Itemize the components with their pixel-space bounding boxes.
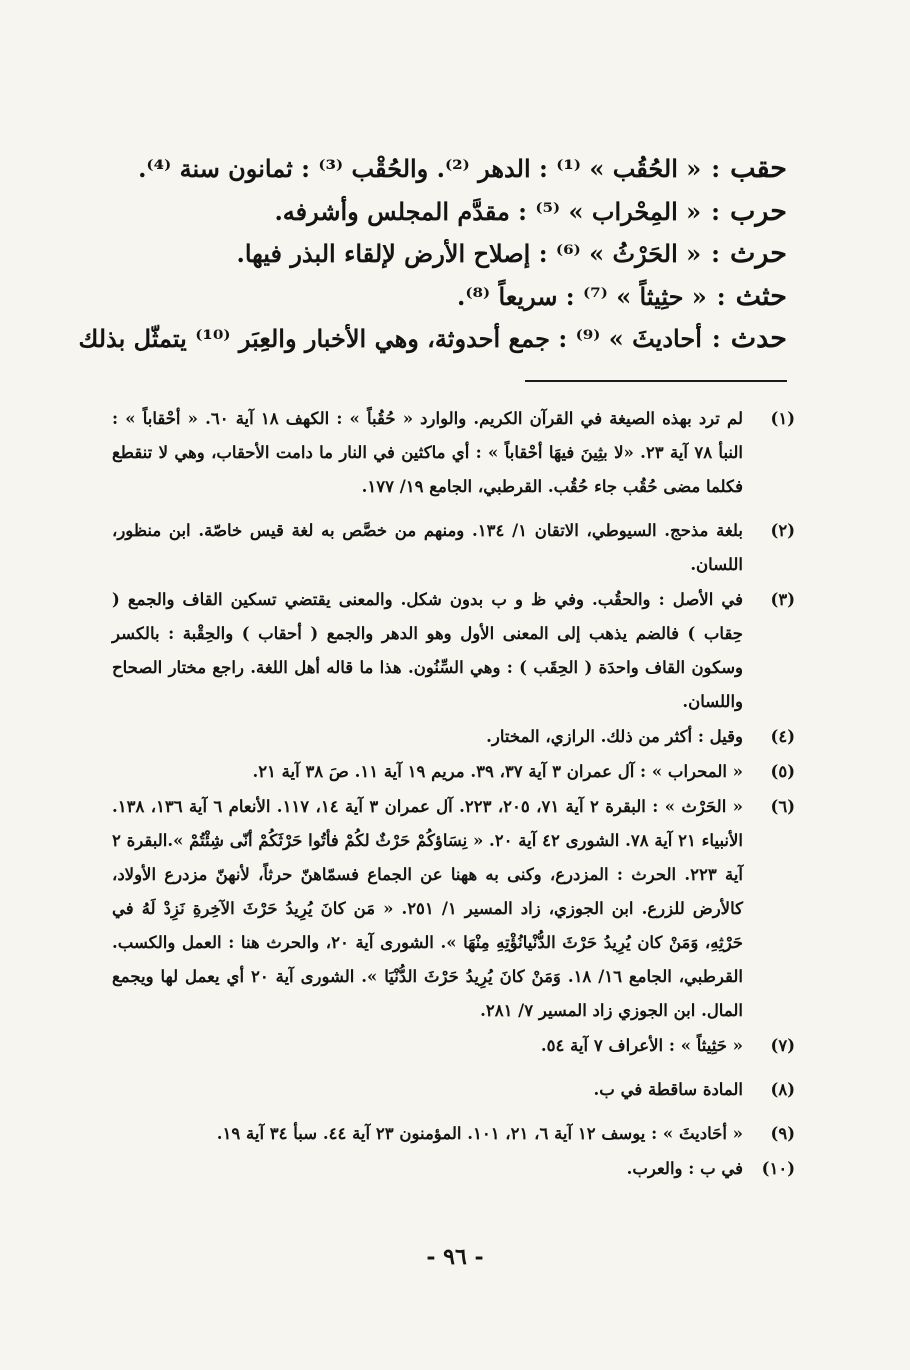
entry-haqab xyxy=(120,148,787,191)
footnote-text: لم ترد بهذه الصيغة في القرآن الكريم. والوارد « حُقُباً » : الكهف ١٨ آية ٦٠. « أحْقاباً » : النبأ ٧٨ آية ٢٣. «لا بثِينَ فيهَا أحْقاباً » : أي ماكثين في النار ما دامت الأحقاب، وهي لا تنقطع فكلما مضى حُقُب جاء حُقُب. القرطبي، الجامع ١٩/ ١٧٧. xyxy=(112,409,744,496)
footnote-text: « المحراب » : آل عمران ٣ آية ٣٧، ٣٩. مريم ١٩ آية ١١. صَ ٣٨ آية ٢١. xyxy=(252,762,743,781)
footnote-number: (٧) xyxy=(770,1036,795,1055)
entry-root: حثث xyxy=(735,280,787,312)
footnote-4 xyxy=(112,720,795,754)
footnote-text: بلغة مذحج. السيوطي، الاتقان ١/ ١٣٤. ومنهم من خصَّص به لغة قيس خاصّة. ابن منظور، اللسان. xyxy=(112,521,743,574)
entry-separator: : xyxy=(711,239,720,268)
entry-separator: : xyxy=(711,154,721,183)
footnote-number: (٨) xyxy=(770,1080,795,1099)
page-number: - ٩٦ - xyxy=(426,1244,484,1270)
footnote-6 xyxy=(112,790,795,1028)
footnote-number: (١) xyxy=(770,409,795,428)
footnote-number: (٦) xyxy=(770,797,795,816)
footnote-number: (١٠) xyxy=(761,1159,795,1178)
entry-definition: « حثِيثاً » ⁽⁷⁾ : سريعاً ⁽⁸⁾. xyxy=(456,281,707,311)
footnote-number: (٣) xyxy=(770,590,795,609)
entry-definition: « الحَرْثُ » ⁽⁶⁾ : إصلاح الأرض لإلقاء البذر فيها. xyxy=(236,239,702,268)
footnote-text: « الحَرْث » : البقرة ٢ آية ٧١، ٢٠٥، ٢٢٣. آل عمران ٣ آية ١٤، ١١٧. الأنعام ٦ آية ١٣٦، ١٣٨. الأنبياء ٢١ آية ٧٨. الشورى ٤٢ آية ٢٠. « نِسَاؤكُمْ حَرْثٌ لكُمْ فأتُوا حَرْثَكُمْ أنّى شِئْتُمْ ».البقرة ٢ آية ٢٢٣. الحرث : المزدرع، وكنى به ههنا عن الجماع فسمّاهنّ حرثاً، لأنهنّ مزدرع الأولاد، كالأرض للزرع. ابن الجوزي، زاد المسير ١/ ٢٥١. « مَن كانَ يُرِيدُ حَرْثَ الآخِرةِ نَزِدْ لَهُ في حَرْثِهِ، وَمَنْ كان يُرِيدُ حَرْثَ الدُّنْيانُؤْتِهِ مِنْهَا ». الشورى آية ٢٠، والحرث هنا : العمل والكسب. القرطبي، الجامع ١٦/ ١٨. وَمَنْ كانَ يُرِيدُ حَرْثَ الدُّنْيَا ». الشورى آية ٢٠ أي يعمل لها ويجمع المال. ابن الجوزي زاد المسير ٧/ ٢٨١. xyxy=(112,797,744,1020)
footnote-9 xyxy=(112,1117,795,1151)
entry-definition: « المِحْراب » ⁽⁵⁾ : مقدَّم المجلس وأشرفه. xyxy=(274,196,702,226)
footnote-number: (٥) xyxy=(770,762,795,781)
footnote-text: في الأصل : والحقُب. وفي ظ و ب بدون شكل. والمعنى يقتضي تسكين القاف والجمع ( حِقاب ) فالضم يذهب إلى المعنى الأول وهو الدهر والجمع ( أحقاب ) والحِقْبة : بالكسر وسكون القاف واحدَة ( الحِقَب ) : وهي السِّنُون. هذا ما قاله أهل اللغة. راجع مختار الصحاح واللسان. xyxy=(112,590,743,711)
footnote-text: « حَثِيثاً » : الأعراف ٧ آية ٥٤. xyxy=(540,1036,743,1055)
footnote-text: وقيل : أكثر من ذلك. الرازي، المختار. xyxy=(486,727,743,746)
footnotes xyxy=(112,402,795,1186)
footnote-1 xyxy=(112,402,795,504)
footnote-10 xyxy=(112,1152,795,1186)
footnote-number: (٢) xyxy=(770,521,795,540)
entry-separator: : xyxy=(711,196,720,226)
footnote-text: « أحَاديثَ » : يوسف ١٢ آية ٦، ٢١، ١٠١. المؤمنون ٢٣ آية ٤٤. سبأ ٣٤ آية ١٩. xyxy=(216,1124,743,1143)
entry-root: حرب xyxy=(729,195,787,227)
footnote-8 xyxy=(112,1073,795,1107)
entry-separator: : xyxy=(711,324,721,353)
entry-harab xyxy=(120,191,787,234)
footnote-number: (٤) xyxy=(770,727,795,746)
footnote-number: (٩) xyxy=(770,1124,795,1143)
entry-root: حدث xyxy=(730,323,787,354)
footnote-3 xyxy=(112,583,795,719)
entry-definition: أحاديثَ » ⁽⁹⁾ : جمع أحدوثة، وهي الأخبار والعِبَر ⁽¹⁰⁾ يتمثّل بذلك xyxy=(78,324,702,353)
entry-definition: « الحُقُب » ⁽¹⁾ : الدهر ⁽²⁾. والحُقْب ⁽³⁾ : ثمانون سنة ⁽⁴⁾. xyxy=(138,154,702,183)
footnote-5 xyxy=(112,755,795,789)
entry-root: حقب xyxy=(730,153,787,184)
footnote-text: المادة ساقطة في ب. xyxy=(593,1080,743,1099)
entry-harath xyxy=(120,233,787,276)
entry-separator: : xyxy=(716,281,726,311)
footnote-text: في ب : والعرب. xyxy=(626,1159,743,1178)
entry-hathath xyxy=(120,276,787,319)
footnote-2 xyxy=(112,514,795,582)
footnote-7 xyxy=(112,1029,795,1063)
footnote-divider xyxy=(525,380,787,382)
main-entries xyxy=(78,148,787,361)
entry-root: حرث xyxy=(729,238,787,269)
entry-hadath xyxy=(78,318,787,361)
